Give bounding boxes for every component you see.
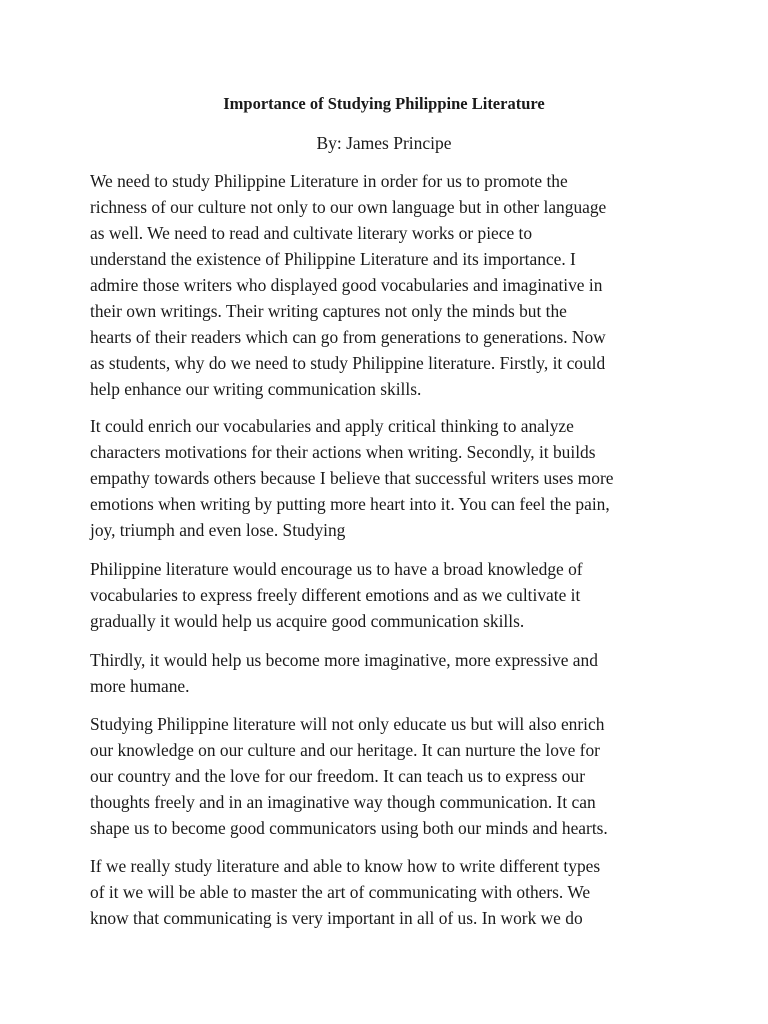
text-line: help enhance our writing communication skills. — [90, 379, 422, 399]
text-line: richness of our culture not only to our own language but in other language — [90, 197, 607, 217]
text-line: vocabularies to express freely different emotions and as we cultivate it — [90, 585, 581, 605]
text-line: hearts of their readers which can go from generations to generations. Now — [90, 327, 606, 347]
text-line: of it we will be able to master the art of communicating with others. We — [90, 882, 591, 902]
paragraph-4 — [90, 647, 690, 699]
text-line: It could enrich our vocabularies and apply critical thinking to analyze — [90, 416, 574, 436]
text-line: know that communicating is very important in all of us. In work we do — [90, 908, 583, 928]
paragraph-3 — [90, 556, 690, 634]
text-line: our country and the love for our freedom. It can teach us to express our — [90, 766, 585, 786]
text-line: more humane. — [90, 676, 190, 696]
text-line: Thirdly, it would help us become more imaginative, more expressive and — [90, 650, 598, 670]
text-line: characters motivations for their actions when writing. Secondly, it builds — [90, 442, 596, 462]
text-line: admire those writers who displayed good vocabularies and imaginative in — [90, 275, 603, 295]
document-title: Importance of Studying Philippine Literature — [223, 94, 545, 113]
text-line: shape us to become good communicators using both our minds and hearts. — [90, 818, 608, 838]
text-line: gradually it would help us acquire good communication skills. — [90, 611, 525, 631]
text-line: understand the existence of Philippine Literature and its importance. I — [90, 249, 576, 269]
paragraph-1 — [90, 168, 690, 402]
text-line: their own writings. Their writing captures not only the minds but the — [90, 301, 567, 321]
text-line: as well. We need to read and cultivate literary works or piece to — [90, 223, 533, 243]
text-line: We need to study Philippine Literature in order for us to promote the — [90, 171, 568, 191]
text-line: our knowledge on our culture and our heritage. It can nurture the love for — [90, 740, 600, 760]
paragraph-5 — [90, 711, 690, 841]
text-line: Philippine literature would encourage us to have a broad knowledge of — [90, 559, 583, 579]
paragraph-6 — [90, 853, 690, 931]
text-line: emotions when writing by putting more heart into it. You can feel the pain, — [90, 494, 610, 514]
text-line: joy, triumph and even lose. Studying — [90, 520, 346, 540]
text-line: as students, why do we need to study Philippine literature. Firstly, it could — [90, 353, 606, 373]
paragraph-2 — [90, 413, 690, 543]
text-line: Studying Philippine literature will not only educate us but will also enrich — [90, 714, 605, 734]
text-line: empathy towards others because I believe that successful writers uses more — [90, 468, 614, 488]
author-byline: By: James Principe — [316, 133, 452, 153]
text-line: If we really study literature and able to know how to write different types — [90, 856, 601, 876]
text-line: thoughts freely and in an imaginative way though communication. It can — [90, 792, 596, 812]
